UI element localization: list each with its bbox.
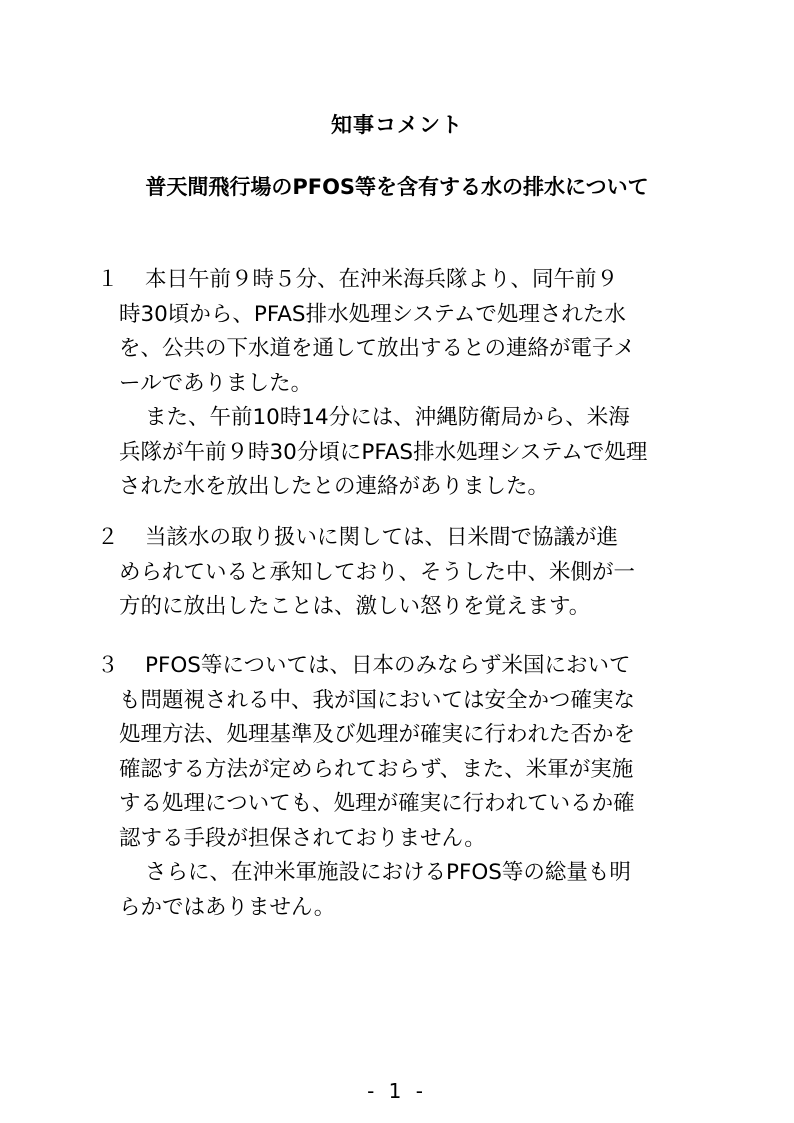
section-1-first-line [97,263,707,298]
section-2 [97,521,707,625]
section-number: ２ [97,525,119,550]
paragraph-line: 処理方法、処理基準及び処理が確実に行われた否かを [119,722,636,747]
paragraph-line: された水を放出したとの連絡がありました。 [119,474,550,499]
paragraph-line: らかではありません。 [119,894,336,920]
paragraph-line: ールでありました。 [119,370,313,396]
paragraph-text: 当該水の取り扱いに関しては、日米間で協議が進 [145,525,619,550]
page-number: - 1 - [367,1079,427,1103]
document-subtitle: 普天間飛行場のPFOS等を含有する水の排水について [145,175,649,199]
document-title: 知事コメント [331,113,463,137]
section-3-first-line [97,649,707,684]
section-1 [97,263,707,505]
paragraph-line: められていると承知しており、そうした中、米側が一 [119,559,636,585]
paragraph-line: 確認する方法が定められておらず、また、米軍が実施 [119,756,634,782]
paragraph-line: また、午前10時14分には、沖縄防衛局から、米海 [145,405,630,430]
paragraph-line: を、公共の下水道を通して放出するとの連絡が電子メ [119,336,636,361]
paragraph-text: PFOS等については、日本のみならず米国において [145,653,631,678]
paragraph-line: さらに、在沖米軍施設におけるPFOS等の総量も明 [145,860,631,885]
section-number: １ [97,267,119,292]
section-3 [97,649,707,925]
paragraph-text: 本日午前９時５分、在沖米海兵隊より、同午前９ [145,267,619,292]
paragraph-line: も問題視される中、我が国においては安全かつ確実な [119,687,636,713]
paragraph-line: する処理についても、処理が確実に行われているか確 [119,791,635,816]
section-number: ３ [97,653,119,678]
paragraph-line: 方的に放出したことは、激しい怒りを覚えます。 [119,594,591,619]
section-2-first-line [97,521,707,556]
paragraph-line: 兵隊が午前９時30分頃にPFAS排水処理システムで処理 [119,439,648,465]
paragraph-line: 時30頃から、PFAS排水処理システムで処理された水 [119,301,626,327]
paragraph-line: 認する手段が担保されておりません。 [119,825,486,851]
